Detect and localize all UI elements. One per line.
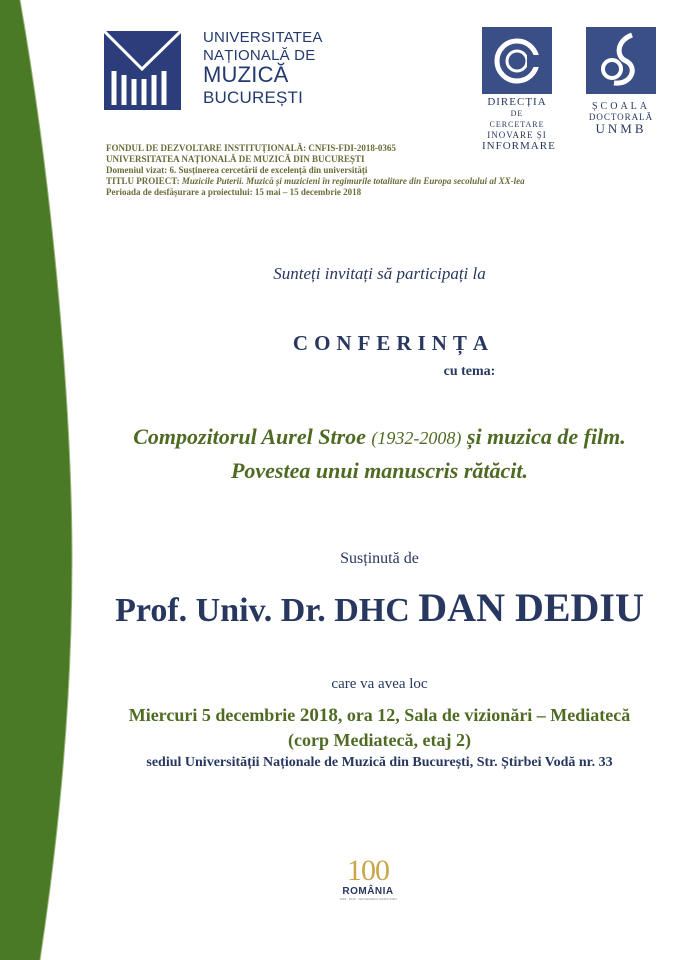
- project-title-label: TITLU PROIECT:: [106, 176, 180, 186]
- project-period-line: Perioada de desfășurare a proiectului: 15 mai – 15 decembrie 2018: [106, 187, 362, 197]
- sd-line2: DOCTORALĂ: [588, 112, 654, 122]
- project-fund-line: FONDUL DE DEZVOLTARE INSTITUȚIONALĂ: CNFIS-FDI-2018-0365: [106, 143, 396, 153]
- sd-monogram-icon: [586, 27, 656, 94]
- event-type-heading: CONFERINȚA: [292, 331, 495, 355]
- dcii-line1: DIRECȚIA: [487, 96, 547, 108]
- dcii-line4: INFORMARE: [482, 140, 556, 152]
- date-day: Miercuri 5 decembrie: [128, 705, 296, 725]
- title-part2: și muzica de film.: [466, 424, 626, 449]
- sd-line1: ȘCOALA: [591, 101, 650, 112]
- unmb-logo-line3: MUZICĂ: [203, 62, 289, 87]
- address-line: sediul Universității Naționale de Muzică din București, Str. Știrbei Vodă nr. 33: [146, 755, 613, 770]
- sd-logo-text: [582, 101, 660, 134]
- date-rest: , ora 12, Sala de vizionări – Mediatecă: [337, 705, 631, 725]
- centenary-tagline: 1918 · 2018 · CENTENARUL MARII UNIRI: [339, 897, 397, 901]
- sd-line3: UNMB: [595, 121, 647, 136]
- green-side-band: [0, 0, 75, 960]
- dcii-logo-box: [482, 27, 552, 94]
- title-years: (1932-2008): [371, 428, 462, 448]
- dcii-line2: DE CERCETARE: [489, 109, 545, 129]
- dcii-c-icon: [482, 27, 552, 94]
- speaker-name: DAN DEDIU: [418, 585, 644, 630]
- centenary-logo: [330, 856, 406, 901]
- conference-title-line2: Povestea unui manuscris rătăcit.: [230, 458, 529, 483]
- centenary-label: ROMÂNIA: [342, 886, 394, 897]
- date-line: [80, 705, 679, 727]
- centenary-mark: 100: [347, 854, 389, 887]
- theme-label: cu tema:: [443, 364, 496, 379]
- unmb-logo-line2: NAȚIONALĂ DE: [203, 47, 316, 64]
- project-university-line: UNIVERSITATEA NAȚIONALĂ DE MUZICĂ DIN BUCUREȘTI: [106, 154, 365, 164]
- conference-title-line1: [80, 424, 679, 450]
- presented-by-text: Susținută de: [340, 550, 419, 567]
- location-intro: care va avea loc: [331, 676, 428, 692]
- dcii-logo-text: [482, 96, 556, 152]
- invitation-text: Sunteți invitați să participați la: [273, 264, 486, 283]
- sd-logo-box: [586, 27, 656, 94]
- project-title-line: [106, 176, 525, 187]
- room-detail: (corp Mediatecă, etaj 2): [288, 730, 471, 750]
- title-part1: Compozitorul Aurel Stroe: [133, 424, 366, 449]
- speaker-title: Prof. Univ. Dr. DHC: [115, 592, 410, 629]
- unmb-logo-line4: BUCUREȘTI: [203, 88, 304, 107]
- date-year: 2018: [299, 705, 338, 726]
- speaker-line: [80, 584, 679, 631]
- project-domain-line: Domeniul vizat: 6. Susținerea cercetării de excelență din universități: [106, 165, 368, 175]
- unmb-logo-mark: [104, 31, 181, 110]
- dcii-line3: INOVARE ȘI: [487, 130, 547, 140]
- unmb-logo-line1: UNIVERSITATEA: [203, 29, 323, 46]
- project-title-value: Muzicile Puterii. Muzică și muzicieni în regimurile totalitare din Europa secolului al XX-lea: [181, 176, 525, 186]
